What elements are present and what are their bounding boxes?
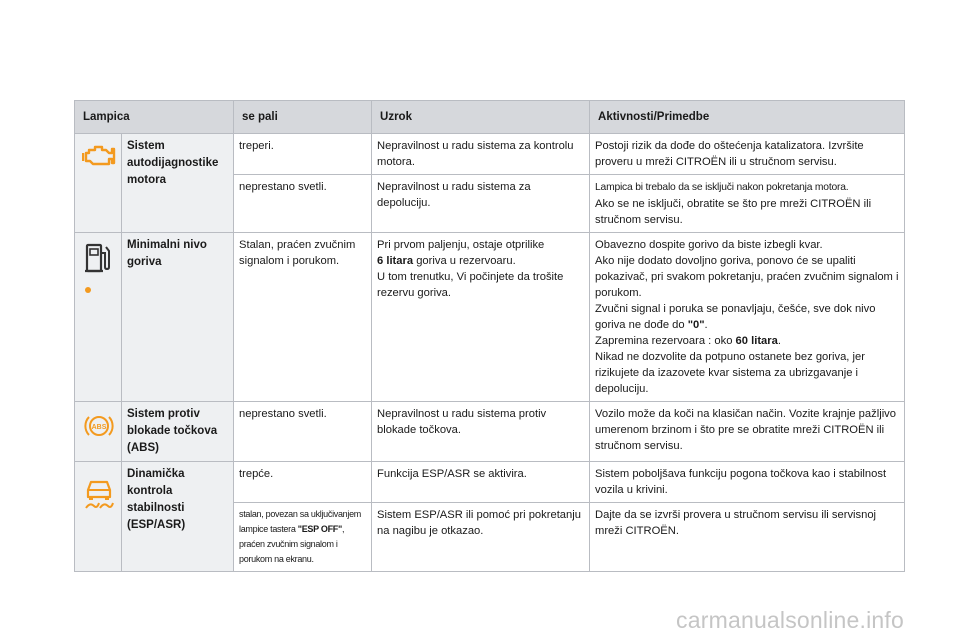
engine-action-1: Postoji rizik da dođe do oštećenja katalizatora. Izvršite proveru u mreži CITROËN ili u stručnom servisu.	[590, 134, 905, 175]
esp-icon-cell	[75, 462, 122, 572]
esp-cause-2: Sistem ESP/ASR ili pomoć pri pokretanju na nagibu je otkazao.	[372, 503, 590, 572]
esp-cause-1: Funkcija ESP/ASR se aktivira.	[372, 462, 590, 503]
header-lights: se pali	[234, 101, 372, 134]
fuel-action-2: Ako nije dodato dovoljno goriva, ponovo će se upaliti pokazivač, pri svakom pokretanju, praćen zvučnim signalom i porukom.	[595, 255, 899, 299]
fuel-name: Minimalni nivo goriva	[122, 233, 234, 402]
fuel-pump-icon	[84, 241, 114, 275]
engine-icon-cell	[75, 134, 122, 233]
esp-lights-1: trepće.	[234, 462, 372, 503]
abs-cause: Nepravilnost u radu sistema protiv blokade točkova.	[372, 402, 590, 462]
fuel-action	[590, 233, 905, 402]
fuel-icon-cell	[75, 233, 122, 402]
esp-off-label: "ESP OFF"	[297, 524, 342, 534]
fuel-cause-liters: 6 litara	[377, 255, 414, 267]
abs-lights: neprestano svetli.	[234, 402, 372, 462]
fuel-action-1: Obavezno dospite gorivo da biste izbegli kvar.	[595, 239, 823, 251]
table-row-engine	[75, 134, 905, 175]
fuel-action-3-bold: "0"	[687, 319, 705, 331]
abs-icon	[83, 412, 115, 440]
abs-name: Sistem protiv blokade točkova (ABS)	[122, 402, 234, 462]
engine-name: Sistem autodijagnostike motora	[122, 134, 234, 233]
fuel-action-4-end: .	[777, 335, 781, 347]
fuel-cause	[372, 233, 590, 402]
fuel-cause-3: U tom trenutku, Vi počinjete da trošite rezervu goriva.	[377, 271, 564, 299]
esp-skid-icon	[82, 474, 116, 510]
header-action: Aktivnosti/Primedbe	[590, 101, 905, 134]
engine-action-2	[590, 175, 905, 233]
esp-action-1: Sistem poboljšava funkciju pogona točkova kao i stabilnost vozila u krivini.	[590, 462, 905, 503]
fuel-action-4: Zapremina rezervoara : oko	[595, 335, 736, 347]
header-cause: Uzrok	[372, 101, 590, 134]
engine-icon	[82, 144, 116, 170]
fuel-lights: Stalan, praćen zvučnim signalom i porukom.	[234, 233, 372, 402]
table-row-abs	[75, 402, 905, 462]
table-row-fuel	[75, 233, 905, 402]
abs-icon-cell	[75, 402, 122, 462]
abs-icon-text: ABS	[91, 424, 106, 431]
warning-lamps-table	[74, 100, 905, 572]
header-lamp: Lampica	[75, 101, 234, 134]
watermark: carmanualsonline.info	[676, 607, 904, 633]
engine-lights-2: neprestano svetli.	[234, 175, 372, 233]
table-header-row	[75, 101, 905, 134]
esp-lights-2-pre: stalan, povezan sa uključivanjem lampice tastera	[239, 509, 361, 534]
fuel-warning-dot	[85, 287, 91, 293]
fuel-action-4-bold: 60 litara	[735, 335, 778, 347]
fuel-action-3-end: .	[704, 319, 708, 331]
esp-action-2: Dajte da se izvrši provera u stručnom servisu ili servisnoj mreži CITROËN.	[590, 503, 905, 572]
fuel-cause-1: Pri prvom paljenju, ostaje otprilike	[377, 239, 545, 251]
abs-action: Vozilo može da koči na klasičan način. Vozite krajnje pažljivo umerenom brzinom i što pre se obratite mreži CITROËN ili stručnom servisu.	[590, 402, 905, 462]
engine-action-2-line1: Lampica bi trebalo da se isključi nakon pokretanja motora.	[595, 182, 849, 193]
engine-cause-2: Nepravilnost u radu sistema za depoluciju.	[372, 175, 590, 233]
engine-action-2-line2: Ako se ne isključi, obratite se što pre mreži CITROËN ili stručnom servisu.	[595, 198, 872, 226]
fuel-cause-2: goriva u rezervoaru.	[413, 255, 516, 267]
esp-lights-2-post: , praćen zvučnim signalom i porukom na ekranu.	[239, 524, 345, 564]
fuel-action-5: Nikad ne dozvolite da potpuno ostanete bez goriva, jer rizikujete da izazovete kvar sistema za ubrizgavanje i depoluciju.	[595, 351, 865, 395]
esp-lights-2	[234, 503, 372, 572]
engine-cause-1: Nepravilnost u radu sistema za kontrolu motora.	[372, 134, 590, 175]
engine-lights-1: treperi.	[234, 134, 372, 175]
esp-name: Dinamička kontrola stabilnosti (ESP/ASR)	[122, 462, 234, 572]
fuel-action-3: Zvučni signal i poruka se ponavljaju, češće, sve dok nivo goriva ne dođe do	[595, 303, 876, 331]
table-row-esp	[75, 462, 905, 503]
